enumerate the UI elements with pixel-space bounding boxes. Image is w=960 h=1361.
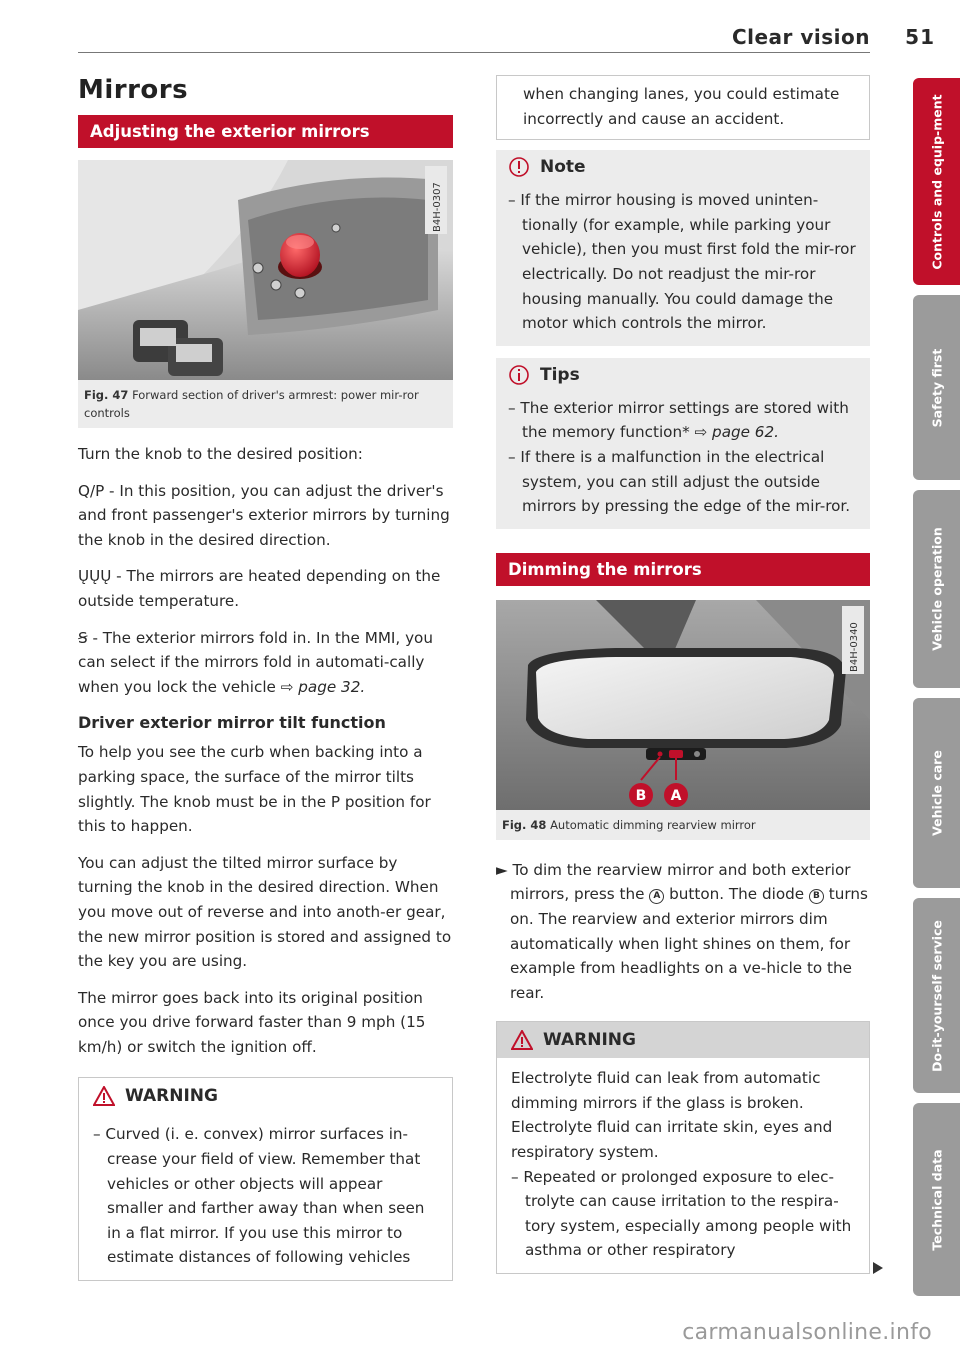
tips-box: [496, 358, 870, 529]
tab-vehicle-care[interactable]: [913, 698, 960, 888]
dim-text-2: button. The diode: [664, 885, 809, 904]
marker-a: A: [670, 787, 682, 804]
tab-safety-first[interactable]: [913, 295, 960, 480]
warning-item: – Repeated or prolonged exposure to elec-trolyte can cause irritation to the respira-tory system, especially among people with asthma or other respiratory: [511, 1167, 852, 1260]
warning-item: – Curved (i. e. convex) mirror surfaces in-crease your field of view. Remember that vehicles or other objects will appear smaller and farther away than when seen in a flat mirror. If you use this mirror to estimate distances of following vehicles: [93, 1125, 425, 1267]
paragraph-heat: ŲŲŲ - The mirrors are heated depending on the outside temperature.: [78, 567, 441, 610]
tips-title: Tips: [540, 364, 580, 385]
subheading-tilt-function: Driver exterior mirror tilt function: [78, 713, 386, 733]
warning-title: WARNING: [125, 1086, 218, 1107]
warning-box-left: [78, 1077, 453, 1281]
page-number: 51: [905, 25, 935, 49]
warning-header: [497, 1022, 869, 1058]
dimming-instructions: [496, 858, 870, 1006]
info-icon: [508, 364, 530, 386]
button-a-marker: A: [649, 889, 664, 904]
paragraph-fold: [78, 626, 453, 700]
note-title: Note: [540, 157, 586, 178]
tab-label: Vehicle operation: [929, 527, 944, 651]
figure-47-caption: [78, 380, 453, 422]
warning-header: [79, 1078, 452, 1114]
header-rule: [78, 52, 870, 53]
footer-watermark: carmanualsonline.info: [682, 1320, 932, 1345]
tip-item-1: [508, 396, 858, 445]
warning-intro: Electrolyte fluid can leak from automatic dimming mirrors if the glass is broken. Electrolyte fluid can irritate skin, eyes and respiratory system.: [511, 1069, 833, 1162]
note-header: [496, 150, 870, 184]
dim-text-3: turns on. The rearview and exterior mirrors dim automatically when light shines on them, for example from headlights on a ve-hicle to the rear.: [510, 885, 868, 1002]
paragraph-adjust: Q/P - In this position, you can adjust the driver's and front passenger's exterior mirrors by turning the knob in the desired direction.: [78, 481, 450, 549]
running-header-title: Clear vision: [731, 25, 870, 49]
warning-continuation: when changing lanes, you could estimate incorrectly and cause an accident.: [496, 75, 870, 140]
warning-title: WARNING: [543, 1030, 636, 1051]
tip-1-text: – The exterior mirror settings are stored with the memory function*: [508, 398, 849, 442]
subsection-banner-dimming: Dimming the mirrors: [496, 553, 870, 586]
note-body: [496, 184, 870, 346]
note-exclamation-icon: [508, 156, 530, 178]
subsection-banner-adjusting: Adjusting the exterior mirrors: [78, 115, 453, 148]
figure-48: [496, 600, 870, 840]
tab-controls-and-equipment[interactable]: [913, 78, 960, 285]
section-title: Mirrors: [78, 75, 189, 105]
figure-label: Fig. 47: [84, 388, 129, 402]
tab-label: Vehicle care: [929, 750, 944, 836]
paragraph-adjust-tilt: You can adjust the tilted mirror surface by turning the knob in the desired direction. When you move out of reverse and into anoth-er gear, the new mirror position is stored and assigned to the key you are using.: [78, 853, 452, 971]
figure-code: B4H-0340: [849, 621, 860, 672]
armrest-mirror-control-illustration: [78, 160, 453, 380]
tab-label: Controls and equip-ment: [929, 93, 944, 270]
tips-header: [496, 358, 870, 392]
tip-item-2: – If there is a malfunction in the electrical system, you can still adjust the outside mirrors by pressing the edge of the mir-ror.: [508, 447, 851, 516]
tips-body: [496, 392, 870, 529]
paragraph-fold-text: Ꞩ - The exterior mirrors fold in. In the MMI, you can select if the mirrors fold in automati-cally when you lock the vehicle: [78, 628, 433, 696]
tab-label: Do-it-yourself service: [929, 919, 944, 1072]
paragraph-intro: Turn the knob to the desired position:: [78, 445, 363, 463]
warning-body: [497, 1058, 869, 1273]
rearview-mirror-illustration: [496, 600, 870, 810]
diode-b-marker: B: [809, 889, 824, 904]
tab-vehicle-operation[interactable]: [913, 490, 960, 688]
figure-caption-text: Forward section of driver's armrest: power mir-ror controls: [84, 388, 419, 420]
page-62-link[interactable]: ⇨ page 62.: [694, 423, 779, 442]
figure-47: [78, 160, 453, 428]
figure-caption-text: Automatic dimming rearview mirror: [550, 817, 756, 832]
page-32-link[interactable]: ⇨ page 32.: [280, 677, 366, 696]
continue-arrow-icon: [873, 1262, 883, 1274]
figure-code: B4H-0307: [432, 182, 443, 232]
warning-box-right: [496, 1021, 870, 1274]
note-item: – If the mirror housing is moved uninten-tionally (for example, while parking your vehicle), then you must first fold the mir-ror electrically. Do not readjust the mir-ror housing manually. You could damage the motor which controls the mirror.: [508, 191, 856, 333]
warning-triangle-icon: [511, 1030, 533, 1050]
dim-text-1: ► To dim the rearview mirror and both exterior mirrors, press the: [496, 860, 851, 904]
right-column: [496, 75, 870, 1274]
tab-do-it-yourself-service[interactable]: [913, 898, 960, 1093]
figure-label: Fig. 48: [502, 817, 547, 832]
tab-label: Safety first: [929, 348, 944, 427]
paragraph-tilt: To help you see the curb when backing into a parking space, the surface of the mirror tilts slightly. The knob must be in the P position for this to happen.: [78, 743, 431, 836]
tab-technical-data[interactable]: [913, 1103, 960, 1296]
warning-triangle-icon: [93, 1086, 115, 1106]
marker-b: B: [635, 787, 647, 804]
left-column: [78, 75, 453, 1281]
figure-48-caption: [496, 810, 870, 834]
tab-label: Technical data: [929, 1148, 944, 1251]
note-box: [496, 150, 870, 346]
paragraph-return: The mirror goes back into its original position once you drive forward faster than 9 mph (15 km/h) or switch the ignition off.: [78, 988, 426, 1056]
warning-body: [79, 1114, 452, 1280]
